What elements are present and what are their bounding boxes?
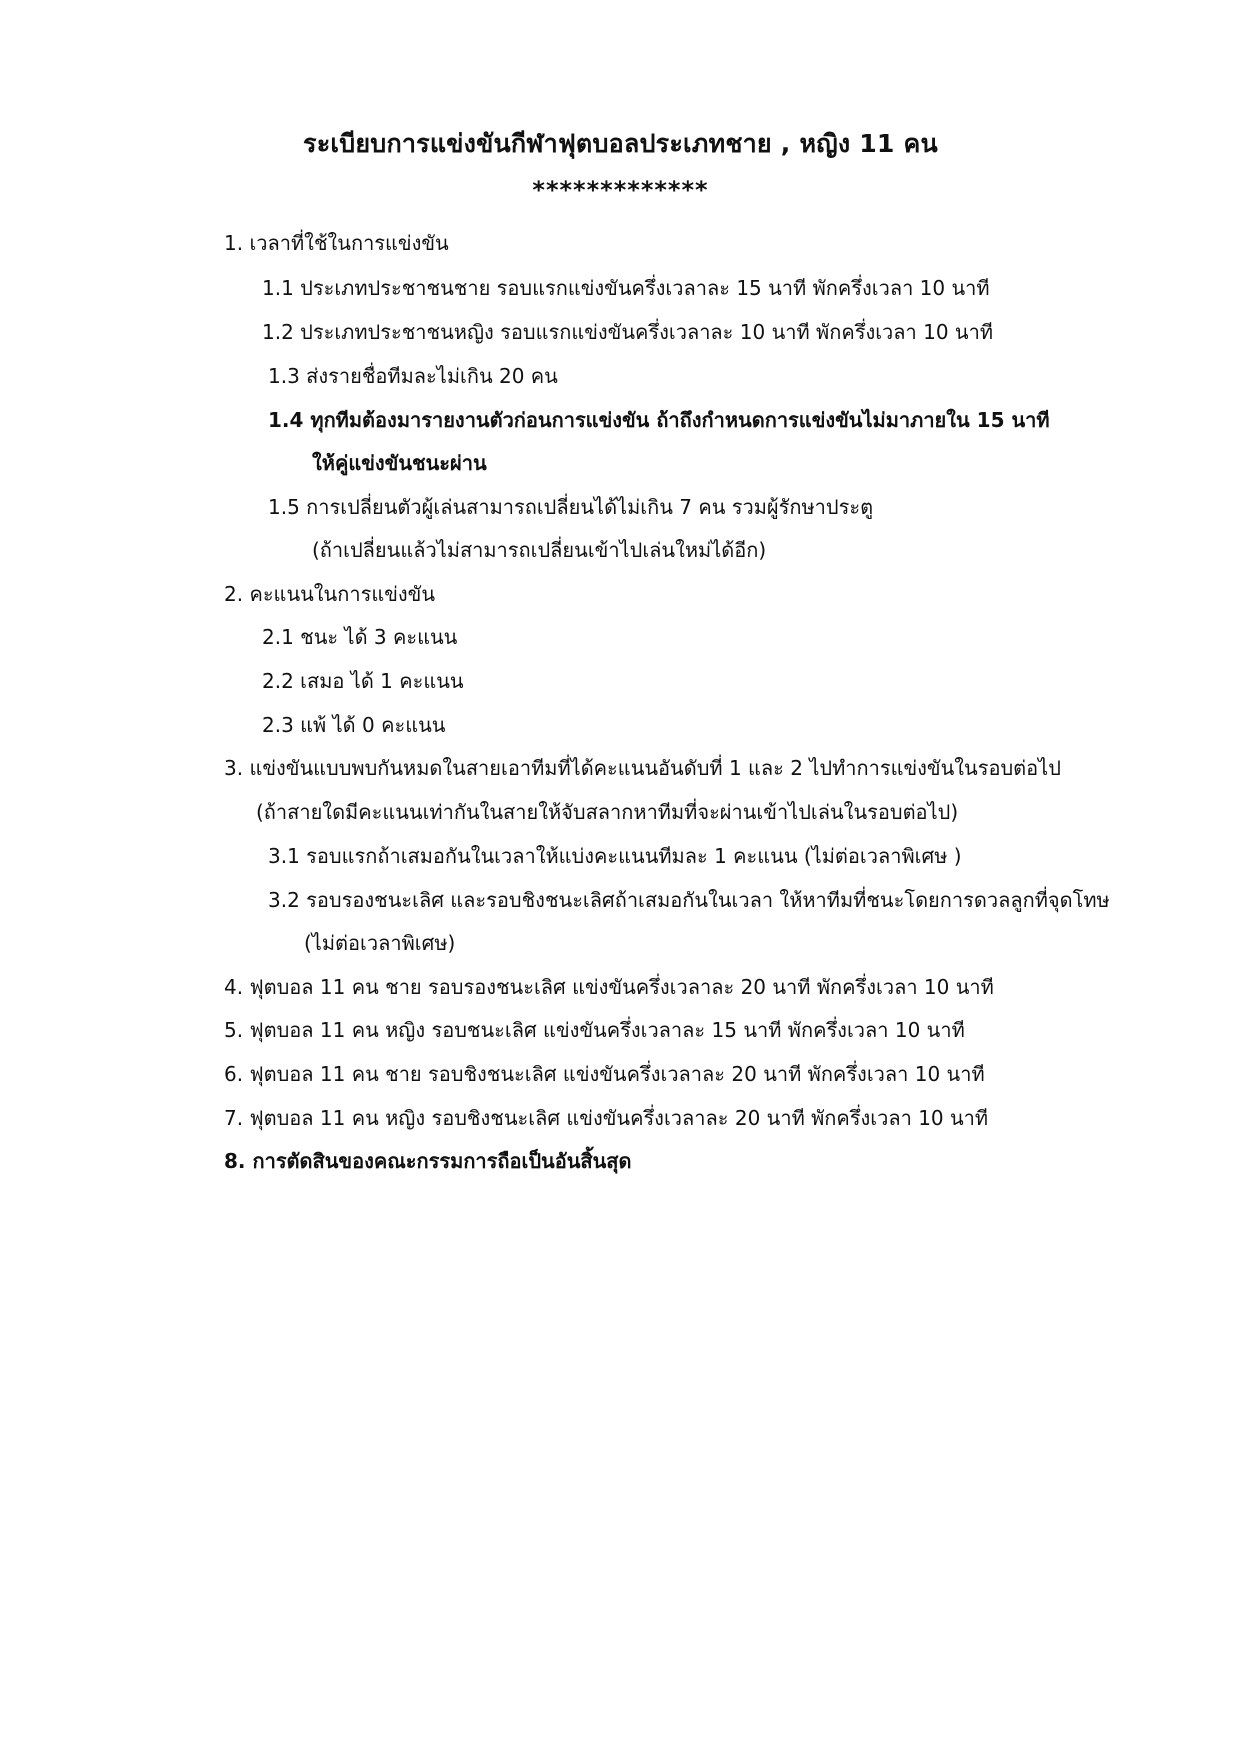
- rule-1-1: 1.1 ประเภทประชาชนชาย รอบแรกแข่งขันครึ่งเวลาละ 15 นาที พักครึ่งเวลา 10 นาที: [262, 276, 990, 300]
- section-1-heading: 1. เวลาที่ใช้ในการแข่งขัน: [224, 231, 449, 255]
- section-7: 7. ฟุตบอล 11 คน หญิง รอบชิงชนะเลิศ แข่งขันครึ่งเวลาละ 20 นาที พักครึ่งเวลา 10 นาที: [224, 1106, 989, 1130]
- rule-1-4-continued: ให้คู่แข่งขันชนะผ่าน: [312, 451, 487, 475]
- section-3-note: (ถ้าสายใดมีคะแนนเท่ากันในสายให้จับสลากหาทีมที่จะผ่านเข้าไปเล่นในรอบต่อไป): [256, 800, 959, 824]
- section-5: 5. ฟุตบอล 11 คน หญิง รอบชนะเลิศ แข่งขันครึ่งเวลาละ 15 นาที พักครึ่งเวลา 10 นาที: [224, 1018, 965, 1042]
- rule-2-2: 2.2 เสมอ ได้ 1 คะแนน: [262, 669, 464, 693]
- rule-1-2: 1.2 ประเภทประชาชนหญิง รอบแรกแข่งขันครึ่งเวลาละ 10 นาที พักครึ่งเวลา 10 นาที: [262, 320, 994, 344]
- rule-2-3: 2.3 แพ้ ได้ 0 คะแนน: [262, 713, 446, 737]
- title-separator: *************: [532, 176, 709, 204]
- rule-1-5-note: (ถ้าเปลี่ยนแล้วไม่สามารถเปลี่ยนเข้าไปเล่นใหม่ได้อีก): [312, 538, 767, 562]
- rule-2-1: 2.1 ชนะ ได้ 3 คะแนน: [262, 625, 458, 649]
- document-title: ระเบียบการแข่งขันกีฬาฟุตบอลประเภทชาย , หญิง 11 คน: [303, 129, 938, 158]
- rule-1-4: 1.4 ทุกทีมต้องมารายงานตัวก่อนการแข่งขัน ถ้าถึงกำหนดการแข่งขันไม่มาภายใน 15 นาที: [268, 408, 1050, 432]
- rule-1-5: 1.5 การเปลี่ยนตัวผู้เล่นสามารถเปลี่ยนได้ไม่เกิน 7 คน รวมผู้รักษาประตู: [268, 495, 874, 519]
- rule-3-1: 3.1 รอบแรกถ้าเสมอกันในเวลาให้แบ่งคะแนนทีมละ 1 คะแนน (ไม่ต่อเวลาพิเศษ ): [268, 844, 962, 868]
- rule-1-3: 1.3 ส่งรายชื่อทีมละไม่เกิน 20 คน: [268, 364, 558, 388]
- section-8: 8. การตัดสินของคณะกรรมการถือเป็นอันสิ้นสุด: [224, 1149, 632, 1173]
- section-2-heading: 2. คะแนนในการแข่งขัน: [224, 582, 435, 606]
- section-3-heading: 3. แข่งขันแบบพบกันหมดในสายเอาทีมที่ได้คะแนนอันดับที่ 1 และ 2 ไปทำการแข่งขันในรอบต่อไป: [224, 756, 1061, 780]
- section-4: 4. ฟุตบอล 11 คน ชาย รอบรองชนะเลิศ แข่งขันครึ่งเวลาละ 20 นาที พักครึ่งเวลา 10 นาที: [224, 975, 994, 999]
- section-6: 6. ฟุตบอล 11 คน ชาย รอบชิงชนะเลิศ แข่งขันครึ่งเวลาละ 20 นาที พักครึ่งเวลา 10 นาที: [224, 1062, 985, 1086]
- rule-3-2-note: (ไม่ต่อเวลาพิเศษ): [304, 931, 456, 955]
- rule-3-2: 3.2 รอบรองชนะเลิศ และรอบชิงชนะเลิศถ้าเสมอกันในเวลา ให้หาทีมที่ชนะโดยการดวลลูกที่จุดโทษ: [268, 888, 1110, 912]
